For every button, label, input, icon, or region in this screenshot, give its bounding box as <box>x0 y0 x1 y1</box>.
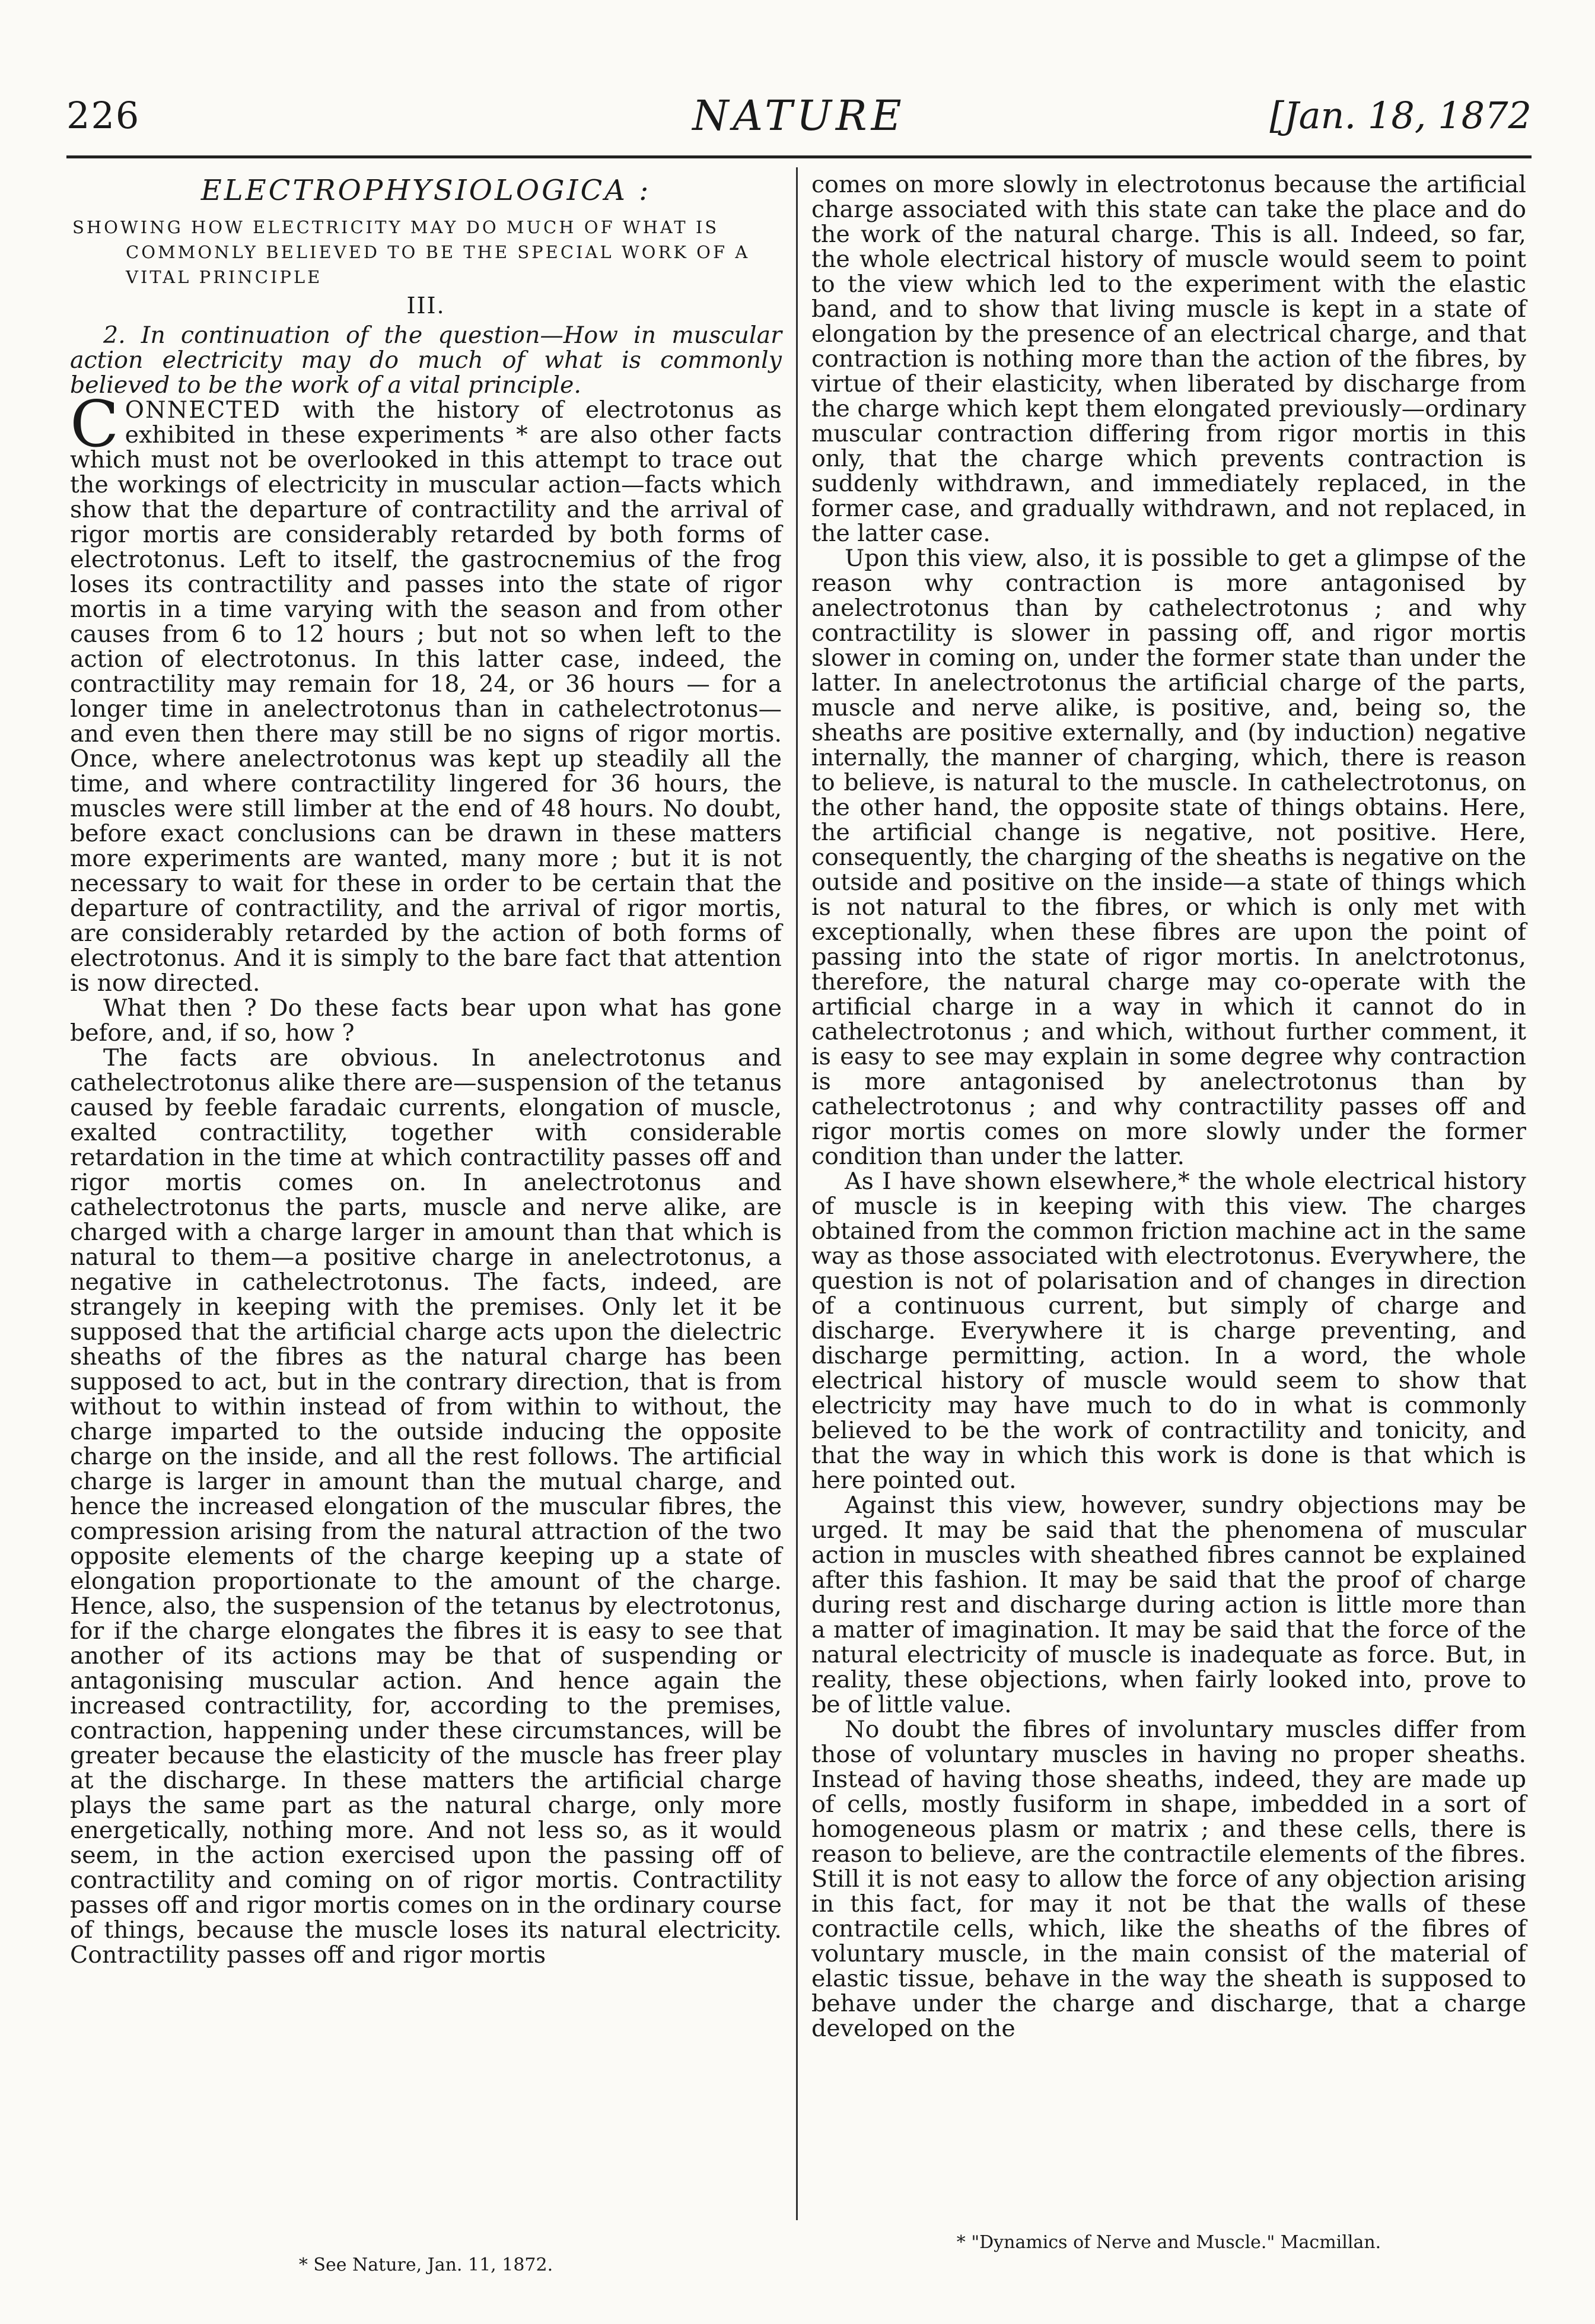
subtitle-line-1: SHOWING HOW ELECTRICITY MAY DO MUCH OF WHAT IS <box>72 217 719 237</box>
footnote-right: * "Dynamics of Nerve and Muscle." Macmillan. <box>956 2232 1381 2253</box>
paragraph: Against this view, however, sundry objections may be urged. It may be said that the phenomena of muscular action in muscles with sheathed fibres cannot be explained after this fashion. It may be said that the proof of charge during rest and discharge during action is little more than a matter of imagination. It may be said that the force of the natural electricity of muscle is inadequate as force. But, in reality, these objections, when fairly looked into, prove to be of little value. <box>811 1492 1526 1718</box>
column-divider <box>796 167 798 2220</box>
footnote-left: * See Nature, Jan. 11, 1872. <box>298 2255 553 2275</box>
opening-word: ONNECTED <box>125 396 282 424</box>
paragraph: The facts are obvious. In anelectrotonus and cathelectrotonus alike there are—suspension of the tetanus caused by feeble faradaic currents, elongation of muscle, exalted contractility, together with considerable retardation in the time at which contractility passes off and rigor mortis comes on. In anelectrotonus and cathelectrotonus the parts, muscle and nerve alike, are charged with a charge larger in amount than that which is natural to them—a positive charge in anelectrotonus, a negative in cathelectrotonus. The facts, indeed, are strangely in keeping with the premises. Only let it be supposed that the artificial charge acts upon the dielectric sheaths of the fibres as the natural charge has been supposed to act, but in the contrary direction, that is from without to within instead of from within to without, the charge imparted to the outside inducing the opposite charge on the inside, and all the rest follows. The artificial charge is larger in amount than the mutual charge, and hence the increased elongation of the muscular fibres, the compression arising from the natural attraction of the two opposite elements of the charge keeping up a state of elongation proportionate to the amount of the charge. Hence, also, the suspension of the tetanus by electrotonus, for if the charge elongates the fibres it is easy to see that another of its actions may be that of suspending or antagonising muscular action. And hence again the increased contractility, for, according to the premises, contraction, happening under these circumstances, will be greater because the elasticity of the muscle has freer play at the discharge. In these matters the artificial charge plays the same part as the natural charge, only more energetically, nothing more. And not less so, as it would seem, in the action exercised upon the passing off of contractility and coming on of rigor mortis. Contractility passes off and rigor mortis comes on in the ordinary course of things, because the muscle loses its natural electricity. Contractility passes off and rigor mortis <box>70 1044 782 1969</box>
section-heading: 2. In continuation of the question—How in muscular action electricity may do much of what is commonly believed to be the work of a vital principle. <box>70 322 782 399</box>
page-number: 226 <box>66 94 141 137</box>
paragraph: Upon this view, also, it is possible to get a glimpse of the reason why contraction is more antagonised by anelectrotonus than by cathelectrotonus ; and why contractility is slower in passing off, and rigor mortis slower in coming on, under the former state than under the latter. In anelectrotonus the artificial charge of the parts, muscle and nerve alike, is positive, and, being so, the sheaths are positive externally, and (by induction) negative internally, the manner of charging, which, there is reason to believe, is natural to the muscle. In cathelectrotonus, on the other hand, the opposite state of things obtains. Here, the artificial change is negative, not positive. Here, consequently, the charging of the sheaths is negative on the outside and positive on the inside—a state of things which is not natural to the fibres, or which is only met with exceptionally, when these fibres are upon the point of passing into the state of rigor mortis. In anelctrotonus, therefore, the natural charge may co-operate with the artificial charge in a way in which it cannot do in cathelectrotonus ; and which, without further comment, it is easy to see may explain in some degree why contraction is more antagonised by anelectrotonus than by cathelectrotonus ; and why contractility passes off and rigor mortis comes on more slowly under the former condition than under the latter. <box>811 545 1526 1170</box>
article-title: ELECTROPHYSIOLOGICA : <box>200 174 651 207</box>
paragraph-text: with the history of electrotonus as exhibited in these experiments * are also other facts which must not be overlooked in this attempt to trace out the workings of electricity in muscular action—facts which show that the departure of contractility and the arrival of rigor mortis are considerably retarded by both forms of electrotonus. Left to itself, the gastrocnemius of the frog loses its contractility and passes into the state of rigor mortis in a time varying with the season and from other causes from 6 to 12 hours ; but not so when left to the action of electrotonus. In this latter case, indeed, the contractility may remain for 18, 24, or 36 hours — for a longer time in anelectrotonus than in cathelectrotonus—and even then there may still be no signs of rigor mortis. Once, where anelectrotonus was kept up steadily all the time, and where contractility lingered for 36 hours, the muscles were still limber at the end of 48 hours. No doubt, before exact conclusions can be drawn in these matters more experiments are wanted, many more ; but it is not necessary to wait for these in order to be certain that the departure of contractility, and the arrival of rigor mortis, are considerably retarded by the action of both forms of electrotonus. And it is simply to the bare fact that attention is now directed. <box>70 396 782 997</box>
subtitle-line-2: COMMONLY BELIEVED TO BE THE SPECIAL WORK OF A <box>126 242 750 262</box>
issue-date: [Jan. 18, 1872 <box>1269 94 1532 137</box>
subtitle-line-3: VITAL PRINCIPLE <box>126 267 323 287</box>
header-rule <box>66 155 1532 158</box>
paragraph <box>70 387 782 997</box>
left-column <box>70 172 782 1967</box>
paragraph: What then ? Do these facts bear upon what has gone before, and, if so, how ? <box>70 994 782 1047</box>
paragraph: comes on more slowly in electrotonus because the artificial charge associated with this state can take the place and do the work of the natural charge. This is all. Indeed, so far, the whole electrical history of muscle would seem to point to the view which led to the experiment with the elastic band, and to show that living muscle is kept in a state of elongation by the presence of an electrical charge, and that contraction is nothing more than the action of the fibres, by virtue of their elasticity, when liberated by discharge from the charge which kept them elongated previously—ordinary muscular contraction differing from rigor mortis in this only, that the charge which prevents contraction is suddenly withdrawn, and immediately replaced, in the former case, and gradually withdrawn, and not replaced, in the latter case. <box>811 171 1526 547</box>
paragraph: No doubt the fibres of involuntary muscles differ from those of voluntary muscles in having no proper sheaths. Instead of having those sheaths, indeed, they are made up of cells, mostly fusiform in shape, imbedded in a sort of homogeneous plasm or matrix ; and these cells, there is reason to believe, are the contractile elements of the fibres. Still it is not easy to allow the force of any objection arising in this fact, for may it not be that the walls of these contractile cells, which, like the sheaths of the fibres of voluntary muscle, in the main consist of the material of elastic tissue, behave in the way the sheath is supposed to behave under the charge and discharge, that a charge developed on the <box>811 1716 1526 2042</box>
part-number: III. <box>406 293 445 319</box>
drop-cap: C <box>70 387 119 462</box>
paragraph: As I have shown elsewhere,* the whole electrical history of muscle is in keeping with this view. The charges obtained from the common friction machine act in the same way as those associated with electrotonus. Everywhere, the question is not of polarisation and of changes in direction of a continuous current, but simply of charge and discharge. Everywhere it is charge preventing, and discharge permitting, action. In a word, the whole electrical history of muscle would seem to show that electricity may have much to do in what is commonly believed to be the work of contractility and tonicity, and that the way in which this work is done is that which is here pointed out. <box>811 1168 1526 1494</box>
right-column <box>811 172 1526 2041</box>
running-header <box>66 89 1532 148</box>
journal-title: NATURE <box>692 91 906 140</box>
article-subtitle <box>70 215 782 290</box>
